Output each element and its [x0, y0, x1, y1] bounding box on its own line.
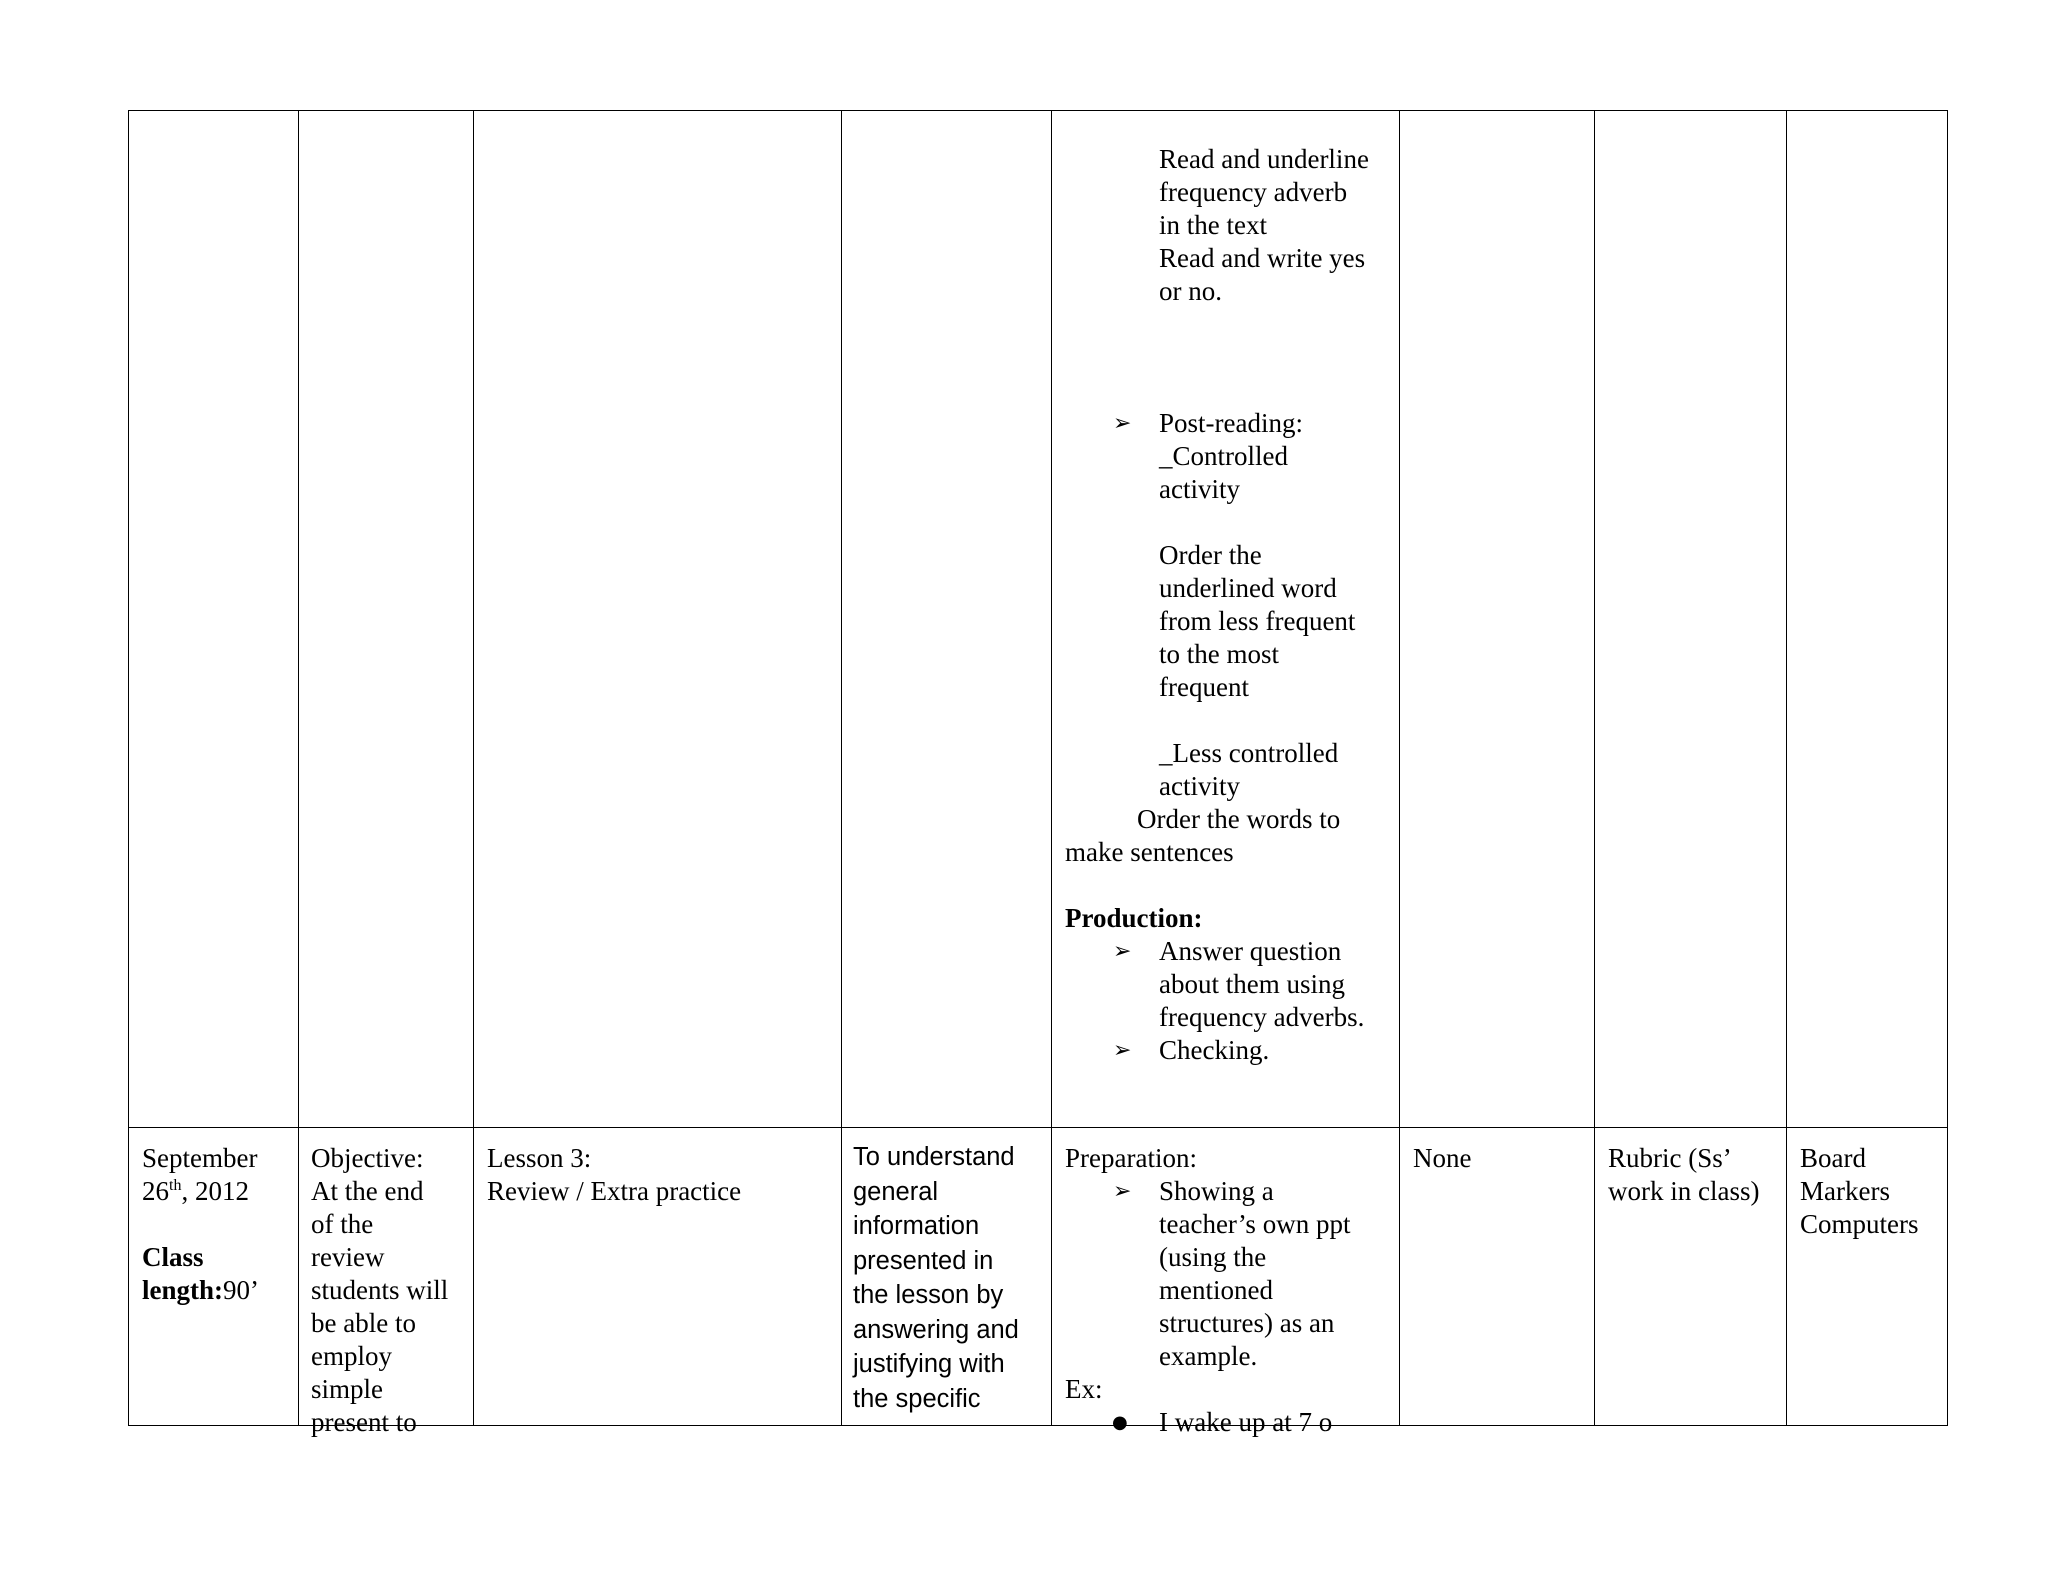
text-line: general: [853, 1177, 939, 1206]
text-line: frequent: [1159, 672, 1249, 702]
text-line: Read and write yes: [1159, 243, 1366, 273]
column-divider: [298, 111, 299, 1425]
text-line: information: [853, 1212, 980, 1240]
bullet-answer: [1065, 935, 1395, 968]
text-line: Board: [1800, 1143, 1866, 1173]
date-year: , 2012: [181, 1176, 249, 1206]
class-length-value: 90’: [223, 1275, 259, 1305]
text-line: Markers: [1800, 1176, 1890, 1206]
text-line: Answer question: [1159, 936, 1342, 966]
text-line: Order the words to: [1137, 804, 1341, 834]
arrow-bullet-icon: ➢: [1113, 939, 1132, 964]
text-line: in the text: [1159, 210, 1267, 240]
text-line: or no.: [1159, 276, 1222, 306]
text-line: Computers: [1800, 1209, 1919, 1239]
date-day: 26: [142, 1176, 169, 1206]
text-line: structures) as an: [1159, 1308, 1335, 1338]
text-line: the lesson by: [853, 1281, 1004, 1309]
column-divider: [1786, 111, 1787, 1425]
column-divider: [473, 111, 474, 1425]
bottom-activities-cell: [1065, 1142, 1395, 1437]
text-line: To understand: [853, 1143, 1015, 1171]
bullet-checking: [1065, 1034, 1395, 1067]
col6-cell: [1413, 1142, 1593, 1175]
bullet-showing: [1065, 1175, 1395, 1208]
text-line: work in class): [1608, 1176, 1760, 1206]
preparation-label: Preparation:: [1065, 1143, 1197, 1173]
text-line: employ: [311, 1341, 392, 1371]
arrow-bullet-icon: ➢: [1113, 1038, 1132, 1063]
top-activities-cell: [1065, 143, 1395, 1067]
text-line: activity: [1159, 474, 1240, 504]
text-line: students will: [311, 1275, 449, 1305]
production-heading: Production:: [1065, 903, 1203, 933]
class-length-label: length:: [142, 1275, 223, 1305]
goal-cell: [853, 1140, 1048, 1416]
text-line: to the most: [1159, 639, 1279, 669]
text-line: frequency adverb: [1159, 177, 1348, 207]
date-suffix: th: [169, 1177, 182, 1194]
text-line: Rubric (Ss’: [1608, 1143, 1732, 1173]
text-line: be able to: [311, 1308, 416, 1338]
dot-bullet-icon: ●: [1112, 1412, 1128, 1433]
materials-cell: [1800, 1142, 1945, 1241]
bullet-post-reading: [1065, 407, 1395, 440]
text-line: Checking.: [1159, 1035, 1270, 1065]
text-line: Showing a: [1159, 1176, 1274, 1206]
text-line: answering and: [853, 1315, 1019, 1344]
date-cell: [142, 1142, 292, 1307]
text-line: from less frequent: [1159, 606, 1356, 636]
text-line: At the end: [311, 1176, 424, 1206]
text-line: mentioned: [1159, 1275, 1273, 1305]
class-length-label: Class: [142, 1242, 204, 1272]
text-line: Objective:: [311, 1143, 424, 1173]
column-divider: [1399, 111, 1400, 1425]
text-line: teacher’s own ppt: [1159, 1209, 1351, 1239]
lesson-cell: [487, 1142, 837, 1208]
date-day-year: [142, 1175, 292, 1208]
text-line: simple: [311, 1374, 383, 1404]
text-line: review: [311, 1242, 385, 1272]
text-line: present to: [311, 1407, 417, 1437]
objective-cell: [311, 1142, 471, 1439]
text-line: presented in: [853, 1246, 994, 1275]
text-line: example.: [1159, 1341, 1258, 1371]
text-line: None: [1413, 1143, 1472, 1173]
arrow-bullet-icon: ➢: [1113, 411, 1132, 436]
text-line: _Less controlled: [1159, 738, 1339, 768]
text-line: about them using: [1159, 969, 1345, 999]
text-line: activity: [1159, 771, 1240, 801]
text-line: (using the: [1159, 1242, 1267, 1272]
text-line: justifying with: [853, 1350, 1005, 1378]
text-line: underlined word: [1159, 573, 1337, 603]
example-label: Ex:: [1065, 1374, 1103, 1404]
text-line: of the: [311, 1209, 374, 1239]
column-divider: [1051, 111, 1052, 1425]
column-divider: [1594, 111, 1595, 1425]
arrow-bullet-icon: ➢: [1113, 1179, 1132, 1204]
text-line: Read and underline: [1159, 144, 1369, 174]
text-line: make sentences: [1065, 837, 1234, 867]
text-line: I wake up at 7 o: [1159, 1407, 1333, 1437]
assessment-cell: [1608, 1142, 1788, 1208]
text-line: Order the: [1159, 540, 1262, 570]
bullet-example: [1065, 1406, 1395, 1439]
lesson-plan-table: [128, 110, 1948, 1437]
date-month: September: [142, 1143, 258, 1173]
text-line: Post-reading:: [1159, 408, 1303, 438]
text-line: frequency adverbs.: [1159, 1002, 1365, 1032]
lesson-title: Lesson 3:: [487, 1143, 592, 1173]
row-divider: [129, 1127, 1947, 1128]
lesson-subtitle: Review / Extra practice: [487, 1176, 742, 1206]
column-divider: [841, 111, 842, 1425]
text-line: _Controlled: [1159, 441, 1288, 471]
text-line: the specific: [853, 1384, 981, 1413]
